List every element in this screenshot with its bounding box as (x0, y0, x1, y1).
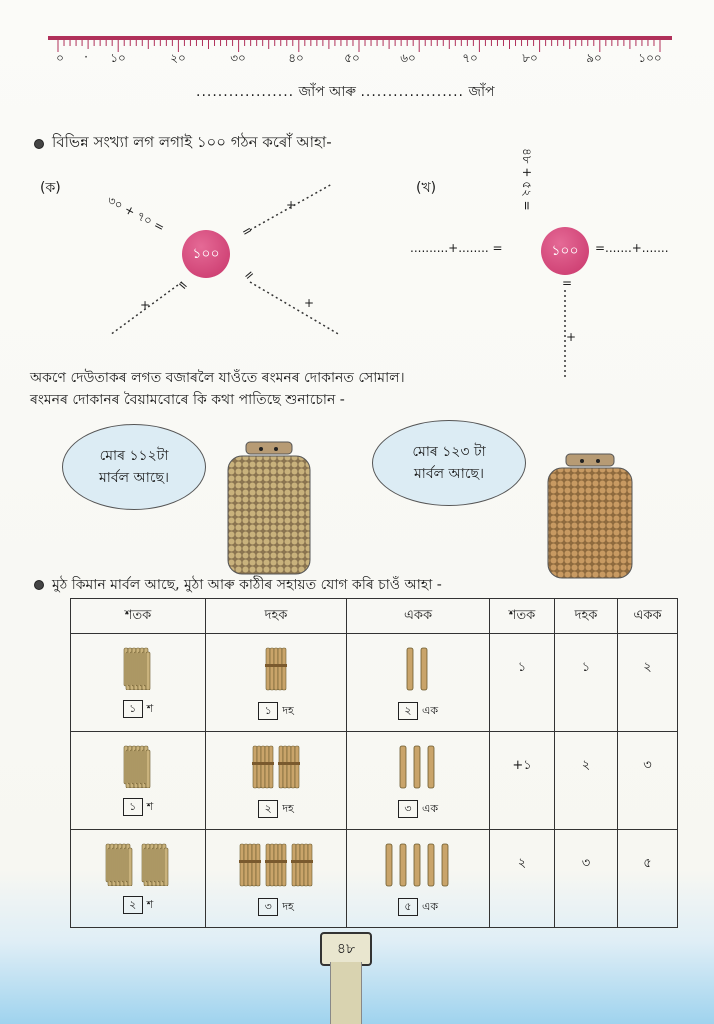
header-hundreds-num: শতক (490, 599, 555, 634)
hundreds-box: ২ (123, 896, 143, 914)
tens-cell (206, 732, 347, 830)
ruler-number: ৮০ (522, 51, 538, 65)
ones-box: ২ (398, 702, 418, 720)
ones-unit: এক (421, 802, 439, 815)
ones-unit: এক (421, 900, 439, 913)
ten-stick-bundle-icon (237, 842, 315, 888)
hundreds-value: +১ (490, 732, 555, 830)
page-number: ৪৮ (320, 932, 372, 966)
jump-sentence (196, 80, 495, 104)
header-tens-num: দহক (555, 599, 618, 634)
single-stick-icon (397, 744, 439, 790)
ruler-numbers (46, 50, 674, 66)
ruler-number: ১০ (110, 51, 126, 65)
part-b-bottom-eq: = (562, 276, 573, 290)
hundred-bundle-icon (120, 744, 156, 788)
part-b-center: ১০০ (541, 227, 589, 275)
ruler-number: ৭০ (462, 51, 478, 65)
jump-text-2: জাঁপ (468, 84, 495, 100)
part-a-plus-se: + (304, 296, 315, 310)
part-a-eq-ne: = (239, 222, 255, 240)
single-stick-icon (404, 646, 432, 692)
place-value-table (70, 598, 678, 928)
tens-unit: দহ (282, 900, 294, 913)
ruler-number: ৪০ (288, 51, 304, 65)
bullet-icon (34, 580, 44, 590)
tens-cell (206, 634, 347, 732)
hundreds-cell (71, 732, 206, 830)
hundreds-box: ১ (123, 798, 143, 816)
part-a-star-lines (100, 170, 360, 345)
section2-heading: মুঠ কিমান মাৰ্বল আছে, মুঠা আৰু কাঠীৰ সহায়ত যোগ কৰি চাওঁ আহা - (52, 577, 442, 593)
table-row (71, 732, 678, 830)
header-ones: একক (347, 599, 490, 634)
marble-jar-2 (536, 452, 646, 582)
hundreds-box: ১ (123, 700, 143, 718)
hundreds-cell (71, 634, 206, 732)
hundred-bundle-icon (102, 842, 174, 886)
ruler-number: ৩০ (230, 51, 246, 65)
jump-text-1: জাঁপ আৰু (298, 84, 356, 100)
part-a-plus-sw: + (140, 298, 151, 312)
speech-bubble-2 (372, 420, 526, 506)
hundreds-cell (71, 830, 206, 928)
ones-cell (347, 634, 490, 732)
speech-bubble-1 (62, 424, 206, 510)
part-b-label: (খ) (416, 180, 437, 196)
ones-value: ৩ (618, 732, 678, 830)
hundreds-value: ২ (490, 830, 555, 928)
single-stick-icon (383, 842, 453, 888)
part-b-bottom-plus: + (566, 330, 577, 344)
table-row (71, 830, 678, 928)
blank-2: ................... (360, 84, 464, 100)
ones-cell (347, 732, 490, 830)
ruler-number: ৫০ (344, 51, 360, 65)
tens-unit: দহ (282, 704, 294, 717)
tens-cell (206, 830, 347, 928)
ten-stick-bundle-icon (250, 744, 302, 790)
blank-1: .................. (196, 84, 295, 100)
ruler-number: ৬০ (400, 51, 416, 65)
marble-jar-1 (214, 440, 324, 580)
tens-value: ৩ (555, 830, 618, 928)
tens-value: ২ (555, 732, 618, 830)
hundreds-unit: শ (146, 898, 154, 911)
ruler-number: ২০ (170, 51, 186, 65)
section1-heading: বিভিন্ন সংখ্যা লগ লগাই ১০০ গঠন কৰোঁ আহা- (52, 133, 332, 151)
part-a-eq-se: = (240, 266, 258, 284)
ones-value: ২ (618, 634, 678, 732)
part-b-example: ৪৮ + ৫২ = (520, 148, 534, 211)
ruler-number: ১০০ (638, 51, 662, 65)
bubble2-line2: মাৰ্বল আছে। (414, 466, 484, 482)
ones-unit: এক (421, 704, 439, 717)
hundred-bundle-icon (120, 646, 156, 690)
part-a-center: ১০০ (182, 230, 230, 278)
tens-box: ৩ (258, 898, 278, 916)
ruler-number: ৯০ (586, 51, 602, 65)
hundreds-value: ১ (490, 634, 555, 732)
ones-value: ৫ (618, 830, 678, 928)
tens-unit: দহ (282, 802, 294, 815)
bubble1-line2: মাৰ্বল আছে। (99, 470, 169, 486)
part-b-left-blank: ..........+........ = (410, 241, 503, 255)
tens-value: ১ (555, 634, 618, 732)
bubble1-line1: মোৰ ১১২টা (99, 448, 169, 464)
ten-stick-bundle-icon (263, 646, 289, 692)
ruler-number: · (84, 50, 88, 64)
part-a-eq-sw: = (174, 276, 192, 294)
header-ones-num: একক (618, 599, 678, 634)
tens-box: ১ (258, 702, 278, 720)
bubble2-line1: মোৰ ১২৩ টা (412, 444, 486, 460)
part-a-example: ৩০ + ৭০ = (104, 192, 167, 235)
part-a-plus-ne: + (286, 198, 297, 212)
ones-cell (347, 830, 490, 928)
tens-box: ২ (258, 800, 278, 818)
bullet-icon (34, 139, 44, 149)
part-b-right-blank: =.......+....... (595, 241, 669, 255)
table-row (71, 634, 678, 732)
header-tens: দহক (206, 599, 347, 634)
ones-box: ৩ (398, 800, 418, 818)
story-line-1: অকণে দেউতাকৰ লগত বজাৰলৈ যাওঁতে ৰংমনৰ দোকানত সোমাল। (30, 370, 405, 386)
ones-box: ৫ (398, 898, 418, 916)
header-hundreds: শতক (71, 599, 206, 634)
story-line-2: ৰংমনৰ দোকানৰ বৈয়ামবোৰে কি কথা পাতিছে শুনাচোন - (30, 392, 345, 408)
hundreds-unit: শ (146, 800, 154, 813)
part-a-label: (ক) (40, 180, 61, 196)
hundreds-unit: শ (146, 702, 154, 715)
ruler-number: ০ (56, 51, 64, 65)
page-number-post (330, 962, 362, 1024)
